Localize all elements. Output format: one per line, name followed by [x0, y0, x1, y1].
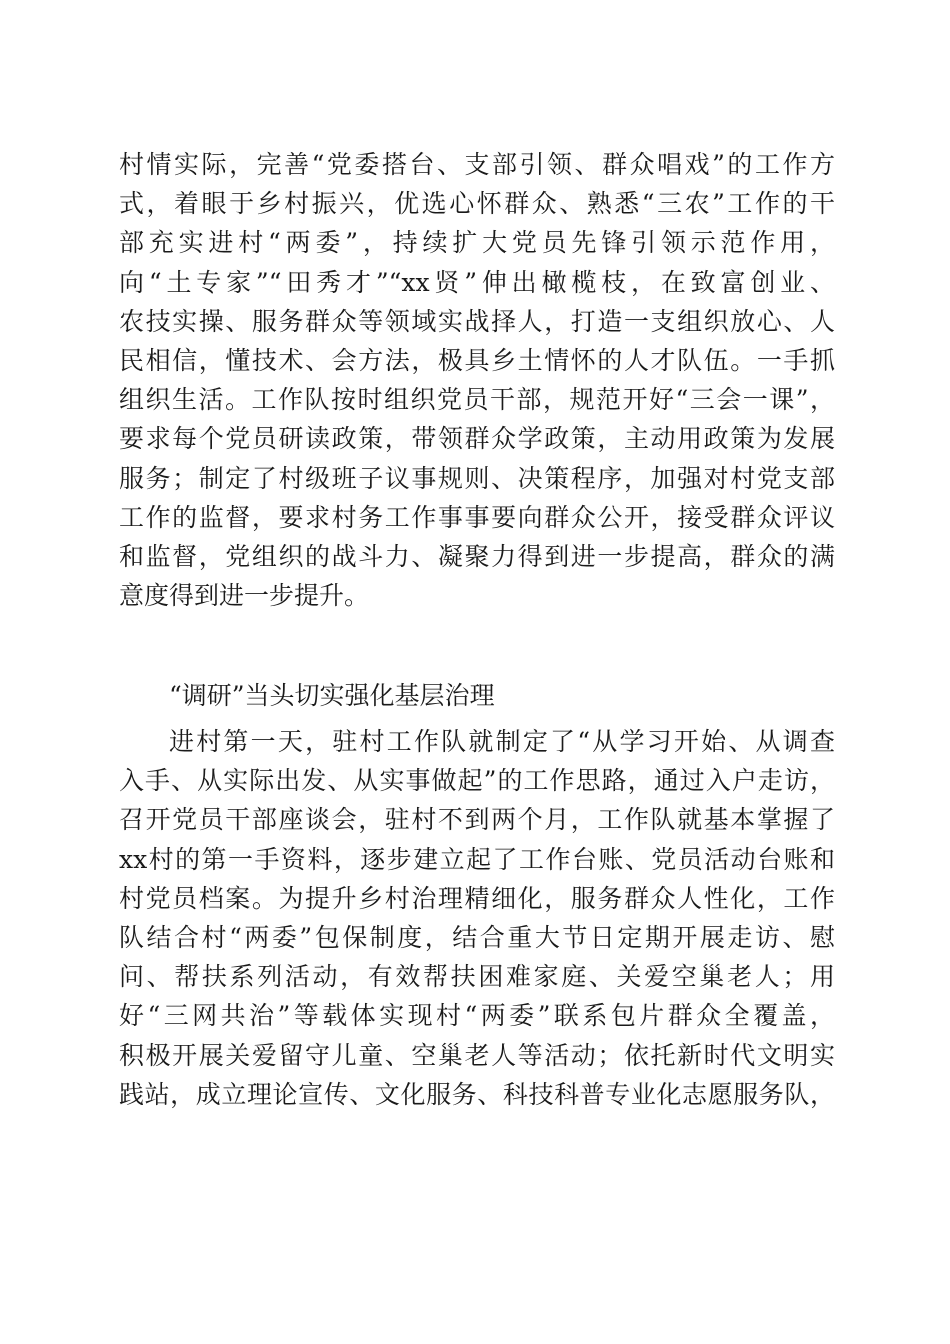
text-line: 问、帮扶系列活动，有效帮扶困难家庭、关爱空巢老人；用: [119, 962, 835, 992]
text-line: 部充实进村“两委”，持续扩大党员先锋引领示范作用，: [119, 228, 835, 258]
section-heading: “调研”当头切实强化基层治理: [169, 681, 495, 710]
text-line: 农技实操、服务群众等领域实战择人，打造一支组织放心、人: [119, 306, 835, 336]
text-line: 召开党员干部座谈会，驻村不到两个月，工作队就基本掌握了: [119, 805, 835, 835]
text-line: 向“土专家”“田秀才”“xx贤”伸出橄榄枝，在致富创业、: [119, 267, 835, 297]
paragraph-rural-talent: [119, 145, 835, 615]
section-heading-block: [119, 676, 835, 715]
paragraph-grassroots-governance: [119, 722, 835, 1114]
text-line: 村党员档案。为提升乡村治理精细化，服务群众人性化，工作: [119, 883, 835, 913]
text-line: 意度得到进一步提升。: [119, 581, 370, 611]
text-line: 积极开展关爱留守儿童、空巢老人等活动；依托新时代文明实: [119, 1040, 835, 1070]
text-line: 进村第一天，驻村工作队就制定了“从学习开始、从调查: [169, 727, 835, 756]
text-line: 民相信，懂技术、会方法，极具乡土情怀的人才队伍。一手抓: [119, 345, 835, 375]
text-line: 好“三网共治”等载体实现村“两委”联系包片群众全覆盖，: [119, 1001, 835, 1031]
text-line: 践站，成立理论宣传、文化服务、科技科普专业化志愿服务队，: [119, 1079, 835, 1109]
text-line: 入手、从实际出发、从实事做起”的工作思路，通过入户走访，: [119, 766, 835, 796]
text-line: 式，着眼于乡村振兴，优选心怀群众、熟悉“三农”工作的干: [119, 189, 835, 219]
text-line: xx村的第一手资料，逐步建立起了工作台账、党员活动台账和: [119, 844, 835, 874]
text-line: 和监督，党组织的战斗力、凝聚力得到进一步提高，群众的满: [119, 541, 835, 571]
text-line: 组织生活。工作队按时组织党员干部，规范开好“三会一课”，: [119, 385, 835, 415]
text-line: 队结合村“两委”包保制度，结合重大节日定期开展走访、慰: [119, 922, 835, 952]
text-line: 服务；制定了村级班子议事规则、决策程序，加强对村党支部: [119, 463, 835, 493]
text-line: 要求每个党员研读政策，带领群众学政策，主动用政策为发展: [119, 424, 835, 454]
text-line: 村情实际，完善“党委搭台、支部引领、群众唱戏”的工作方: [119, 150, 835, 179]
text-line: 工作的监督，要求村务工作事事要向群众公开，接受群众评议: [119, 502, 835, 532]
